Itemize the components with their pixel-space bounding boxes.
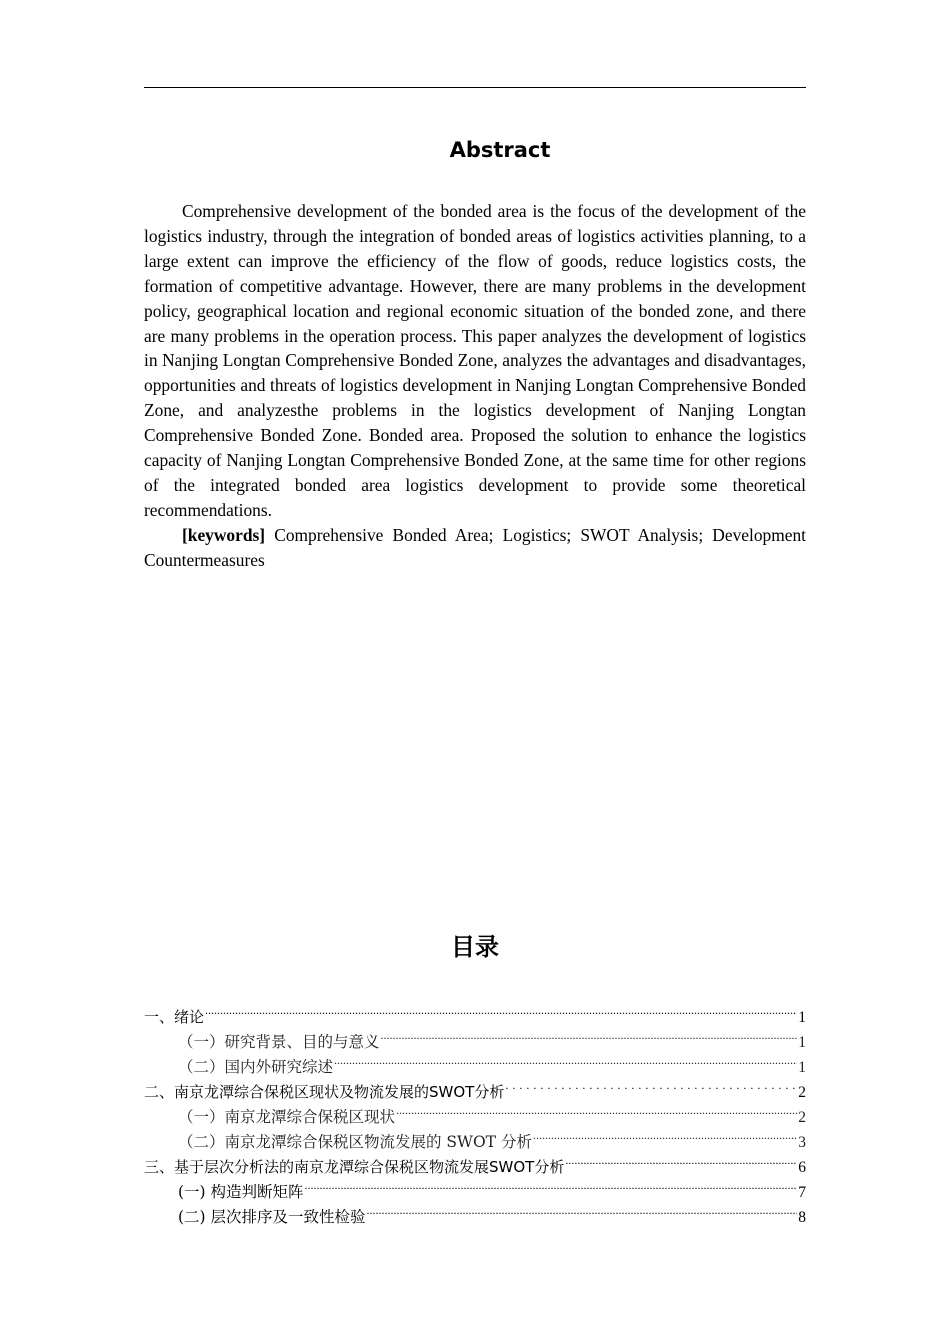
toc-page-number: 8 (798, 1209, 806, 1226)
toc-entry-text: （一）南京龙潭综合保税区现状 (178, 1108, 396, 1126)
keywords-text: Comprehensive Bonded Area; Logistics; SWOT Analysis; Development Countermeasures (144, 524, 806, 570)
toc-entry-text: (一) 构造判断矩阵 (178, 1183, 304, 1201)
table-of-contents (144, 997, 806, 1226)
toc-entry-text: （二）国内外研究综述 (178, 1058, 334, 1076)
toc-entry-text: (二) 层次排序及一致性检验 (178, 1208, 366, 1226)
abstract-paragraph: Comprehensive development of the bonded area is the focus of the development of the logistics industry, through the integration of bonded areas of logistics activities planning, to a large extent can improve the efficiency of the flow of goods, reduce logistics costs, the formation of competitive advantage. However, there are many problems in the development policy, geographical location and regional economic situation of the bonded zone, and there are many problems in the operation process. This paper analyzes the development of logistics in Nanjing Longtan Comprehensive Bonded Zone, analyzes the advantages and disadvantages, opportunities and threats of logistics development in Nanjing Longtan Comprehensive Bonded Zone, and analyzesthe problems in the logistics development of Nanjing Longtan Comprehensive Bonded Zone. Bonded area. Proposed the solution to enhance the logistics capacity of Nanjing Longtan Comprehensive Bonded Zone, at the same time for other regions of the integrated bonded area logistics development to provide some theoretical recommendations. (144, 201, 806, 520)
header-rule (144, 87, 806, 88)
toc-leader (381, 1022, 798, 1047)
toc-page-number: 3 (798, 1134, 806, 1151)
toc-entry[interactable] (144, 997, 806, 1026)
toc-entry-text: 一、绪论 (144, 1008, 205, 1026)
toc-entry-text: （二）南京龙潭综合保税区物流发展的 SWOT 分析 (178, 1133, 532, 1151)
toc-leader (305, 1172, 798, 1197)
toc-page-number: 1 (798, 1009, 806, 1026)
toc-leader (367, 1197, 798, 1222)
toc-leader (505, 1072, 797, 1097)
toc-page-number: 6 (798, 1159, 806, 1176)
toc-entry-text: 三、基于层次分析法的南京龙潭综合保税区物流发展SWOT分析 (144, 1158, 565, 1176)
toc-page-number: 1 (798, 1034, 806, 1051)
keywords-label: [keywords] (182, 524, 266, 545)
toc-entry-text: 二、南京龙潭综合保税区现状及物流发展的SWOT分析 (144, 1083, 505, 1101)
toc-leader (205, 997, 797, 1022)
toc-page-number: 1 (798, 1059, 806, 1076)
toc-leader (565, 1147, 797, 1172)
toc-page-number: 2 (798, 1109, 806, 1126)
toc-entry[interactable] (144, 1022, 806, 1051)
toc-leader (396, 1097, 797, 1122)
toc-leader (533, 1122, 797, 1147)
toc-page-number: 2 (798, 1084, 806, 1101)
toc-entry-text: （一）研究背景、目的与意义 (178, 1033, 380, 1051)
keywords-paragraph (144, 523, 806, 573)
toc-title: 目录 (451, 933, 499, 961)
toc-leader (334, 1047, 797, 1072)
abstract-body (144, 199, 806, 573)
abstract-title: Abstract (449, 138, 551, 162)
toc-page-number: 7 (798, 1184, 806, 1201)
